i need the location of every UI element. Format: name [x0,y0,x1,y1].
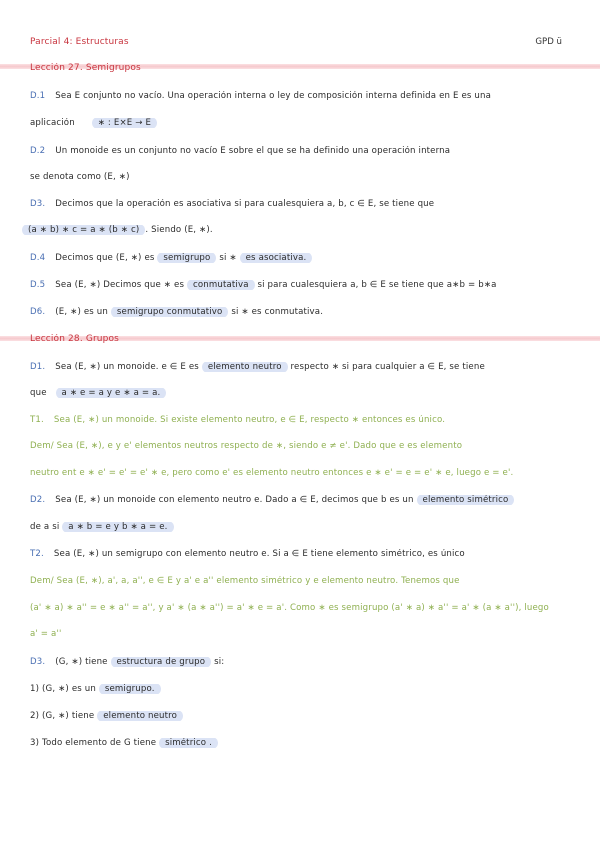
definition-d1-cont [30,118,157,128]
definition-group [30,657,224,667]
d3-text: Decimos que la operación es asociativa si para cualesquiera a, b, c ∈ E, se tiene que [55,199,435,209]
d2-text: Un monoide es un conjunto no vacío E sobre el que se ha definido una operación interna [55,146,451,156]
tag-d5: D.5 [30,280,46,290]
t1-text: Sea (E, ∗) un monoide. Si existe elemento neutro, e ∈ E, respecto ∗ entonces es único. [53,415,446,425]
tag-t2: T2. [30,549,44,559]
e1-formula: a ∗ e = a y e ∗ a = a. [56,388,167,398]
group-condition-3 [30,738,218,748]
d6-highlight: semigrupo conmutativo [111,307,229,317]
d1-cont: aplicación [30,118,75,128]
d3b-pre: (G, ∗) tiene [55,657,108,667]
lesson-27-title: Lección 27. Semigrupos [30,63,141,73]
item-2-highlight: elemento neutro [97,711,183,721]
tag-d1: D.1 [30,91,46,101]
e1-pre: Sea (E, ∗) un monoide. e ∈ E es [55,362,199,372]
e1-cont: que [30,388,47,398]
page-title: Parcial 4: Estructuras [30,37,129,47]
tag-e1: D1. [30,362,46,372]
definition-d1 [30,91,491,101]
item-1-pre: 1) (G, ∗) es un [30,684,96,694]
d5-highlight: conmutativa [187,280,255,290]
d5-pre: Sea (E, ∗) Decimos que ∗ es [55,280,185,290]
proof-t1-line2: neutro ent e ∗ e' = e' = e' ∗ e, pero como e' es elemento neutro entonces e ∗ e' = e = e' ∗ e, luego e = e'. [30,468,514,478]
definition-d2 [30,146,450,156]
d2-cont: se denota como (E, ∗) [30,172,130,182]
definition-d2-cont [30,172,130,182]
d3b-highlight: estructura de grupo [111,657,212,667]
definition-d4 [30,253,312,263]
proof-t2-line1: Dem/ Sea (E, ∗), a', a, a'', e ∈ E y a' e a'' elemento simétrico y e elemento neutro. Tenemos que [30,576,460,586]
d2b-highlight: elemento simétrico [417,495,515,505]
d5-post: si para cualesquiera a, b ∈ E se tiene que a∗b = b∗a [257,280,497,290]
group-condition-2 [30,711,183,721]
d1-formula: ∗ : E×E → E [92,118,157,128]
tag-d6: D6. [30,307,46,317]
theorem-t2 [30,549,465,559]
d6-post: si ∗ es conmutativa. [231,307,324,317]
definition-neutral-cont [30,388,166,398]
d6-pre: (E, ∗) es un [55,307,109,317]
d4-pre: Decimos que (E, ∗) es [55,253,155,263]
tag-d4: D.4 [30,253,46,263]
d3b-post: si: [214,657,225,667]
d1-text: Sea E conjunto no vacío. Una operación interna o ley de composición interna definida en E es una [55,91,492,101]
author-initials: GPD ü [535,37,562,47]
definition-d6 [30,307,323,317]
proof-t2-line3: a' = a'' [30,629,62,639]
item-3-highlight: simétrico . [159,738,218,748]
proof-t2-line2: (a' ∗ a) ∗ a'' = e ∗ a'' = a'', y a' ∗ (a ∗ a'') = a' ∗ e = a'. Como ∗ es semigrupo (a' ∗ a) ∗ a'' = a' ∗ (a ∗ a''), luego [30,603,549,613]
definition-d5 [30,280,497,290]
tag-d2b: D2. [30,495,46,505]
definition-d3 [30,199,434,209]
d4-highlight-2: es asociativa. [240,253,313,263]
d3-cont: . Siendo (E, ∗). [145,225,213,235]
tag-d2: D.2 [30,146,46,156]
group-condition-1 [30,684,161,694]
definition-neutral [30,362,485,372]
d2b-pre: Sea (E, ∗) un monoide con elemento neutro e. Dado a ∈ E, decimos que b es un [55,495,414,505]
lesson-28-title: Lección 28. Grupos [30,334,120,344]
d4-mid: si ∗ [219,253,237,263]
d2b-formula: a ∗ b = e y b ∗ a = e. [62,522,173,532]
definition-symmetric-cont [30,522,174,532]
tag-d3b: D3. [30,657,46,667]
item-1-highlight: semigrupo. [99,684,161,694]
tag-d3: D3. [30,199,46,209]
proof-t1-line1: Dem/ Sea (E, ∗), e y e' elementos neutros respecto de ∗, siendo e ≠ e'. Dado que e es elemento [30,441,463,451]
definition-symmetric [30,495,514,505]
theorem-t1 [30,415,445,425]
item-3-pre: 3) Todo elemento de G tiene [30,738,157,748]
e1-highlight: elemento neutro [202,362,288,372]
tag-t1: T1. [30,415,44,425]
e1-post: respecto ∗ si para cualquier a ∈ E, se tiene [290,362,485,372]
t2-text: Sea (E, ∗) un semigrupo con elemento neutro e. Si a ∈ E tiene elemento simétrico, es único [53,549,465,559]
d3-formula: (a ∗ b) ∗ c = a ∗ (b ∗ c) [22,225,145,235]
definition-d3-cont [22,225,213,235]
item-2-pre: 2) (G, ∗) tiene [30,711,95,721]
d2b-cont: de a si [30,522,60,532]
d4-highlight: semigrupo [157,253,216,263]
